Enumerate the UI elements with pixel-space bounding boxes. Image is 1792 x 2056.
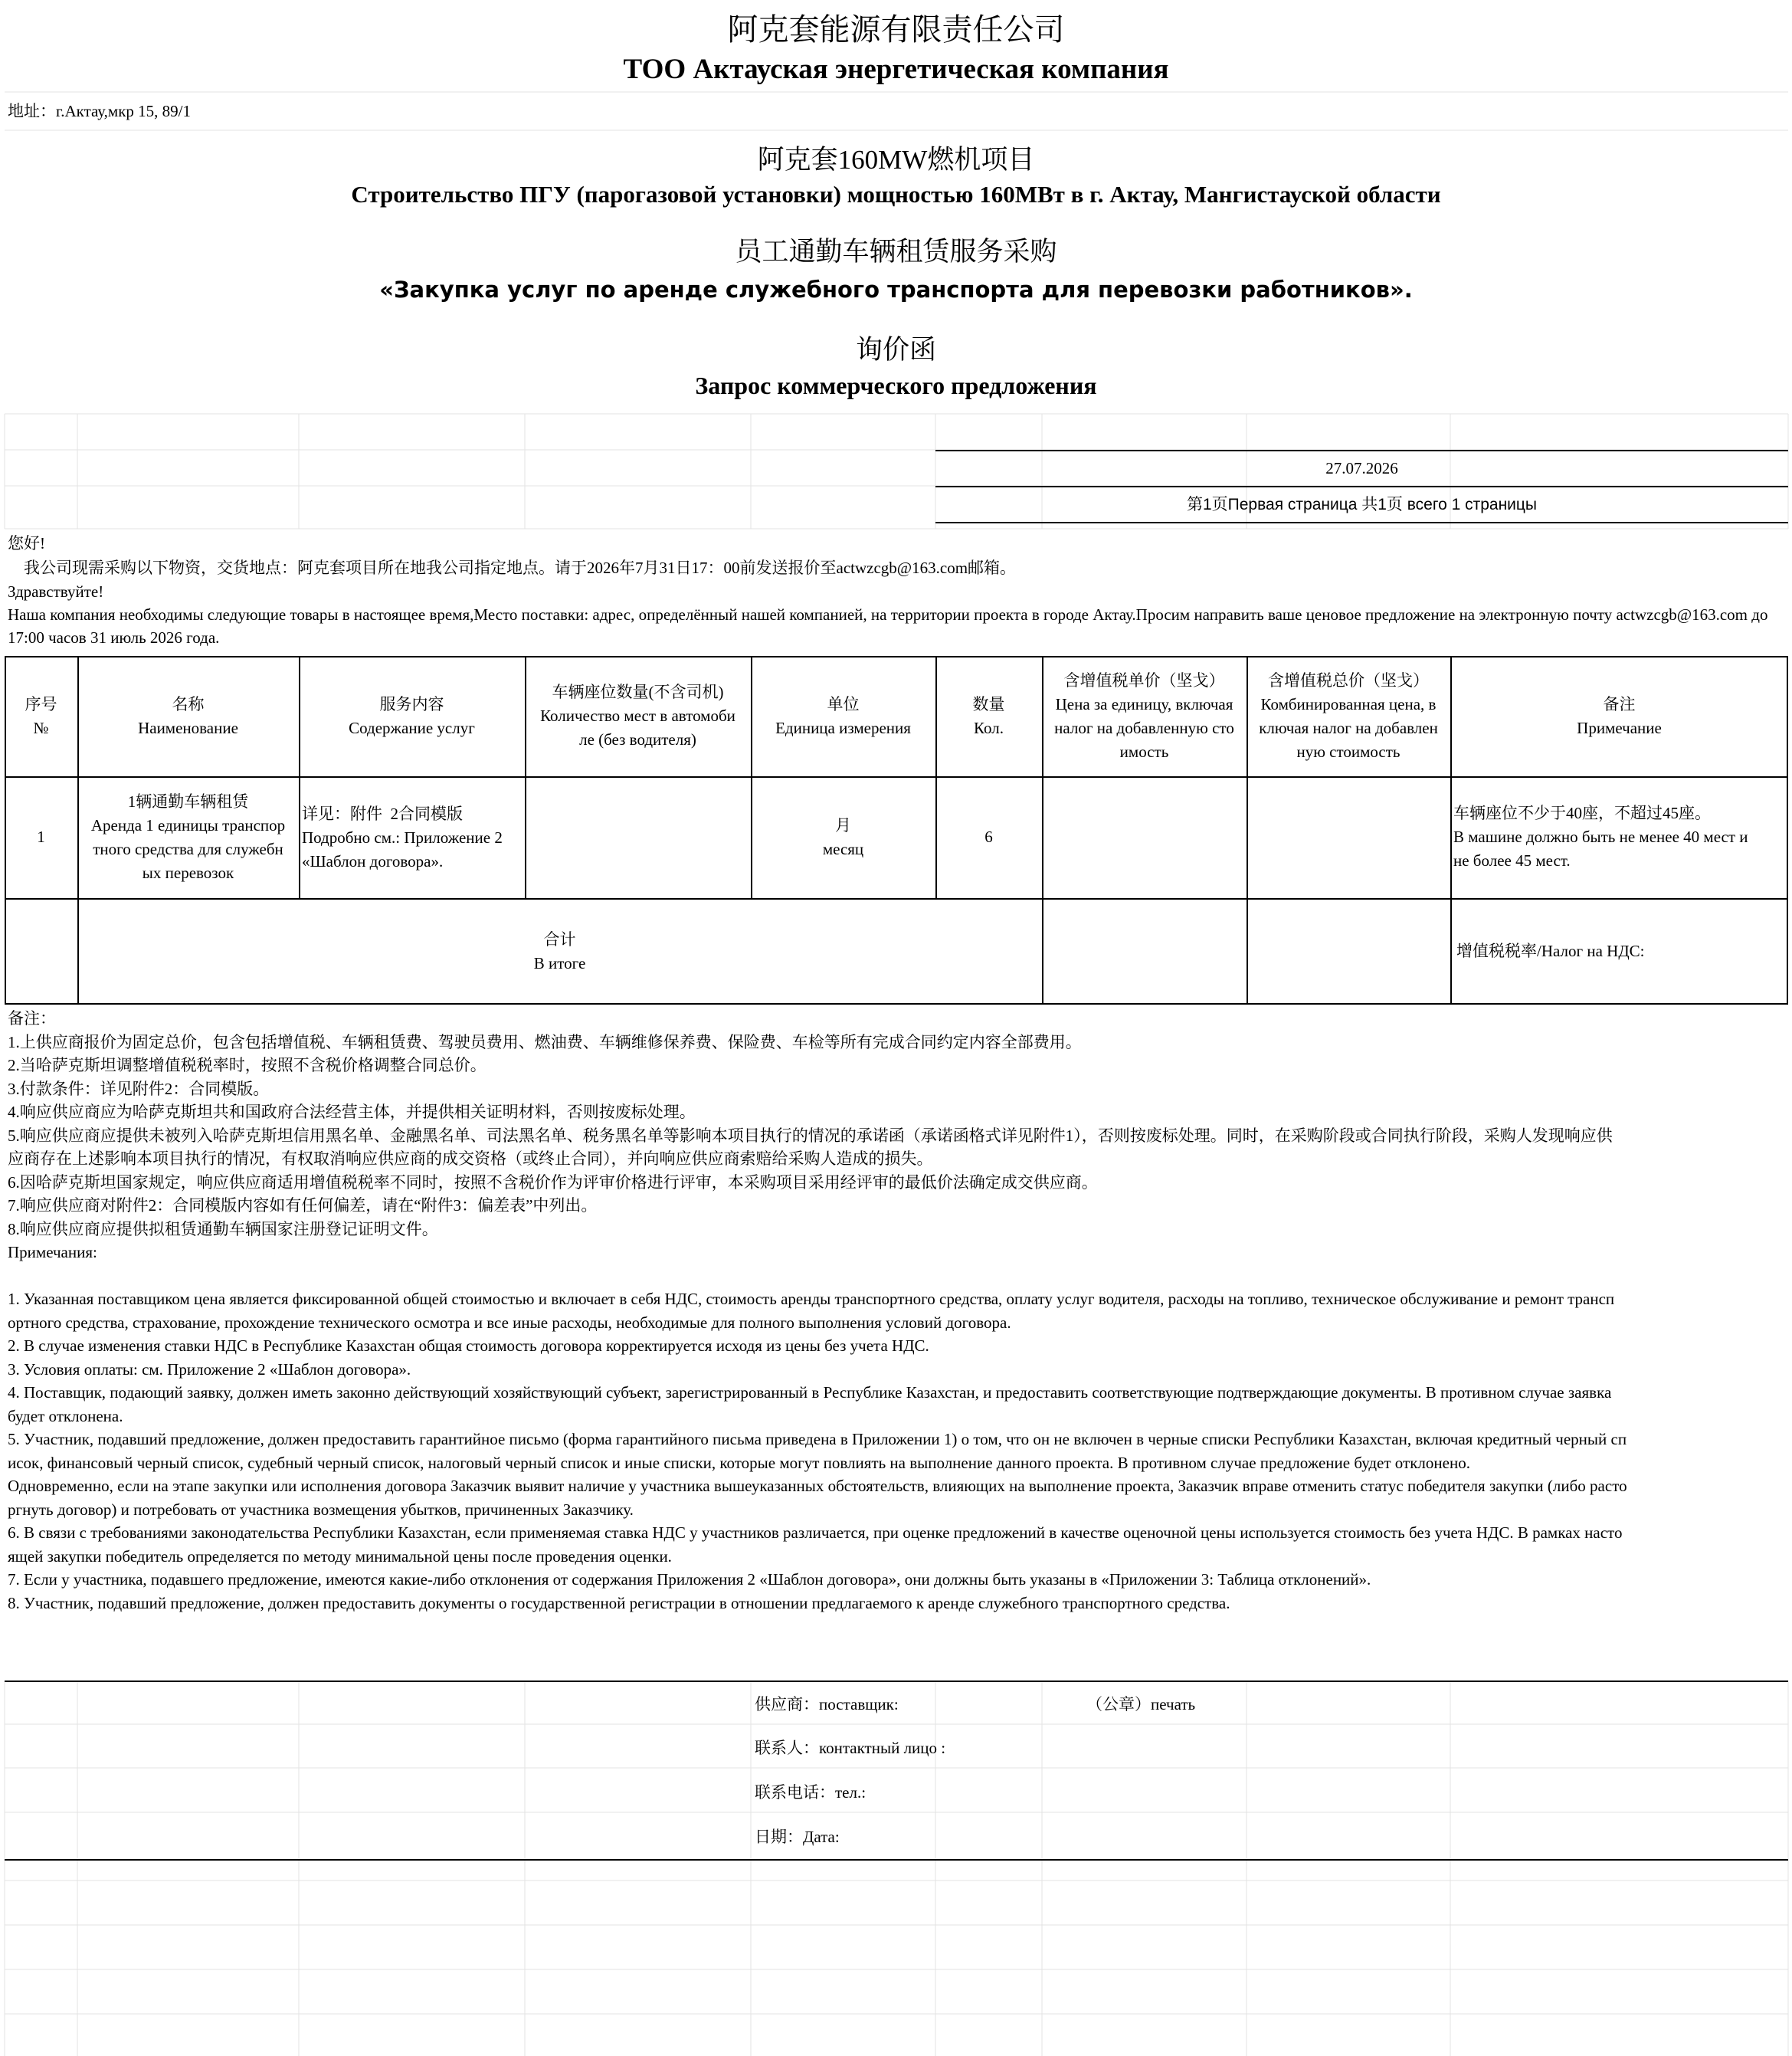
row-no: 1 xyxy=(37,828,45,846)
document-title-cn: 询价函 xyxy=(855,335,936,365)
header-content: 服务内容 Содержание услуг xyxy=(349,694,475,737)
vat-rate-label: 增值税税率/Налог на НДС: xyxy=(1456,942,1645,960)
header-name: 名称 Наименование xyxy=(138,694,238,737)
project-name-ru: Строительство ПГУ (парогазовой установки) мощностью 160МВт в г. Актау, Мангистауской области xyxy=(351,181,1441,208)
row-remark: 车辆座位不少于40座，不超过45座。 В машине должно быть не менее 40 мест и не более 45 мест. xyxy=(1453,804,1748,870)
header-total-price: 含增值税总价（坚戈） Комбинированная цена, в ключая налог на добавлен ную стоимость xyxy=(1259,671,1438,761)
purchase-title-ru: «Закупка услуг по аренде служебного транспорта для перевозки работников». xyxy=(379,277,1413,303)
greeting-cn: 您好! xyxy=(8,534,45,553)
project-name-cn: 阿克套160MW燃机项目 xyxy=(757,145,1035,175)
phone-label: 联系电话：тел.: xyxy=(755,1783,867,1802)
row-content: 详见：附件 2合同模版 Подробно см.: Приложение 2 «Шаблон договора». xyxy=(302,805,503,871)
header-seats: 车辆座位数量(不含司机) Количество мест в автомоби ле (без водителя) xyxy=(540,683,735,749)
row-unit-price[interactable] xyxy=(1042,776,1247,898)
row-name: 1辆通勤车辆租赁 Аренда 1 единицы транспор тного средства для служебн ых перевозок xyxy=(90,792,286,882)
row-unit: 月 месяц xyxy=(822,815,864,858)
row-seats[interactable] xyxy=(525,776,751,898)
header-unit-price: 含增值税单价（坚戈） Цена за единицу, включая налог на добавленную сто имость xyxy=(1054,671,1234,761)
header-quantity: 数量 Кол. xyxy=(972,694,1005,737)
row-total-price[interactable] xyxy=(1247,776,1450,898)
seal-label: （公章）печать xyxy=(1086,1695,1196,1713)
purchase-title-cn: 员工通勤车辆租赁服务采购 xyxy=(735,237,1057,267)
header-unit: 单位 Единица измерения xyxy=(775,694,911,737)
notes-cn: 备注： 1.上供应商报价为固定总价，包含包括增值税、车辆租赁费、驾驶员费用、燃油费、车辆维修保养费、保险费、车检等所有完成合同约定内容全部费用。 2.当哈萨克斯坦调整增值税税率时，按照不含税价格调整合同总价。 3.付款条件：详见附件2：合同模版。 4.响应供应商应为哈萨克斯坦共和国政府合法经营主体，并提供相关证明材料，否则按废标处理。 5.响应供应商应提供未被列入哈萨克斯坦信用黑名单、金融黑名单、司法黑名单、税务黑名单等影响本项目执行的情况的承诺函（承诺函格式详见附件1），否则按废标处理。同时，在采购阶段或合同执行阶段，采购人发现响应供 应商存在上述影响本项目执行的情况，有权取消响应供应商的成交资格（或终止合同），并向响应供应商索赔给采购人造成的损失。 6.因哈萨克斯坦国家规定，响应供应商适用增值税税率不同时，按照不含税价作为评审价格进行评审，本采购项目采用经评审的最低价法确定成交供应商。 7.响应供应商对附件2：合同模版内容如有任何偏差，请在“附件3：偏差表”中列出。 8.响应供应商应提供拟租赁通勤车辆国家注册登记证明文件。 Примечания: xyxy=(8,1009,1613,1261)
company-name-ru: ТОО Актауская энергетическая компания xyxy=(623,54,1169,85)
row-quantity: 6 xyxy=(984,828,993,846)
date-label: 日期：Дата: xyxy=(755,1828,840,1846)
contact-person-label: 联系人：контактный лицо : xyxy=(755,1739,946,1757)
header-remark: 备注 Примечание xyxy=(1577,694,1662,737)
company-name-cn: 阿克套能源有限责任公司 xyxy=(727,12,1065,47)
page-info: 第1页Первая страница 共1页 всего 1 страницы xyxy=(1186,496,1538,513)
total-label: 合计 В итоге xyxy=(533,930,586,972)
supplier-label: 供应商：поставщик: xyxy=(755,1695,899,1713)
greeting-ru: Здравствуйте! xyxy=(8,582,104,601)
header-no: 序号 № xyxy=(25,694,57,737)
notes-ru: 1. Указанная поставщиком цена является фиксированной общей стоимостью и включает в себя НДС, стоимость аренды транспортного средства, оплату услуг водителя, расходы на топливо, техническое обслуживание и ремонт трансп ортного средства, страхование, прохождение технического осмотра и все иные расходы, необходимые для полного выполнения условий договора. 2. В случае изменения ставки НДС в Республике Казахстан общая стоимость договора корректируется исходя из цены без учета НДС. 3. Условия оплаты: см. Приложение 2 «Шаблон договора». 4. Поставщик, подающий заявку, должен иметь законно действующий хозяйствующий субъект, зарегистрированный в Республике Казахстан, и предоставить соответствующие подтверждающие документы. В противном случае заявка будет отклонена. 5. Участник, подавший предложение, должен предоставить гарантийное письмо (форма гарантийного письма приведена в Приложении 1) о том, что он не включен в черные списки Республики Казахстан, включая кредитный черный сп исок, финансовый черный список, судебный черный список, налоговый черный список и иные списки, которые могут повлиять на выполнение данного проекта. В противном случае предложение будет отклонено. Одновременно, если на этапе закупки или исполнения договора Заказчик выявит наличие у участника вышеуказанных обстоятельств, влияющих на выполнение проекта, Заказчик вправе отменить статус победителя закупки (либо расто ргнуть договор) и потребовать от участника возмещения убытков, причиненных Заказчику. 6. В связи с требованиями законодательства Республики Казахстан, если применяемая ставка НДС у участников различается, при оценке предложений в качестве оценочной цены используется стоимость без учета НДС. В рамках насто ящей закупки победитель определяется по методу минимальной цены после проведения оценки. 7. Если у участника, подавшего предложение, имеются какие-либо отклонения от содержания Приложения 2 «Шаблон договора», они должны быть указаны в «Приложении 3: Таблица отклонений». 8. Участник, подавший предложение, должен предоставить документы о государственной регистрации в отношении предлагаемого к аренде служебного транспортного средства. xyxy=(8,1290,1627,1612)
address: 地址：г.Актау,мкр 15, 89/1 xyxy=(8,102,191,120)
intro-text-ru: Наша компания необходимы следующие товары в настоящее время,Место поставки: адрес, определённый нашей компанией, на территории проекта в городе Актау.Просим направить ваше ценовое предложение на электронную почту actwzcgb@163.com до 17:00 часов 31 июль 2026 года. xyxy=(8,605,1768,647)
intro-text-cn: 我公司现需采购以下物资，交货地点：阿克套项目所在地我公司指定地点。请于2026年7月31日17：00前发送报价至actwzcgb@163.com邮箱。 xyxy=(8,559,1017,577)
total-price-sum[interactable] xyxy=(1247,898,1450,1005)
total-unit-price[interactable] xyxy=(1042,898,1247,1005)
document-date: 27.07.2026 xyxy=(1325,459,1398,477)
document-title-ru: Запрос коммерческого предложения xyxy=(695,372,1097,399)
